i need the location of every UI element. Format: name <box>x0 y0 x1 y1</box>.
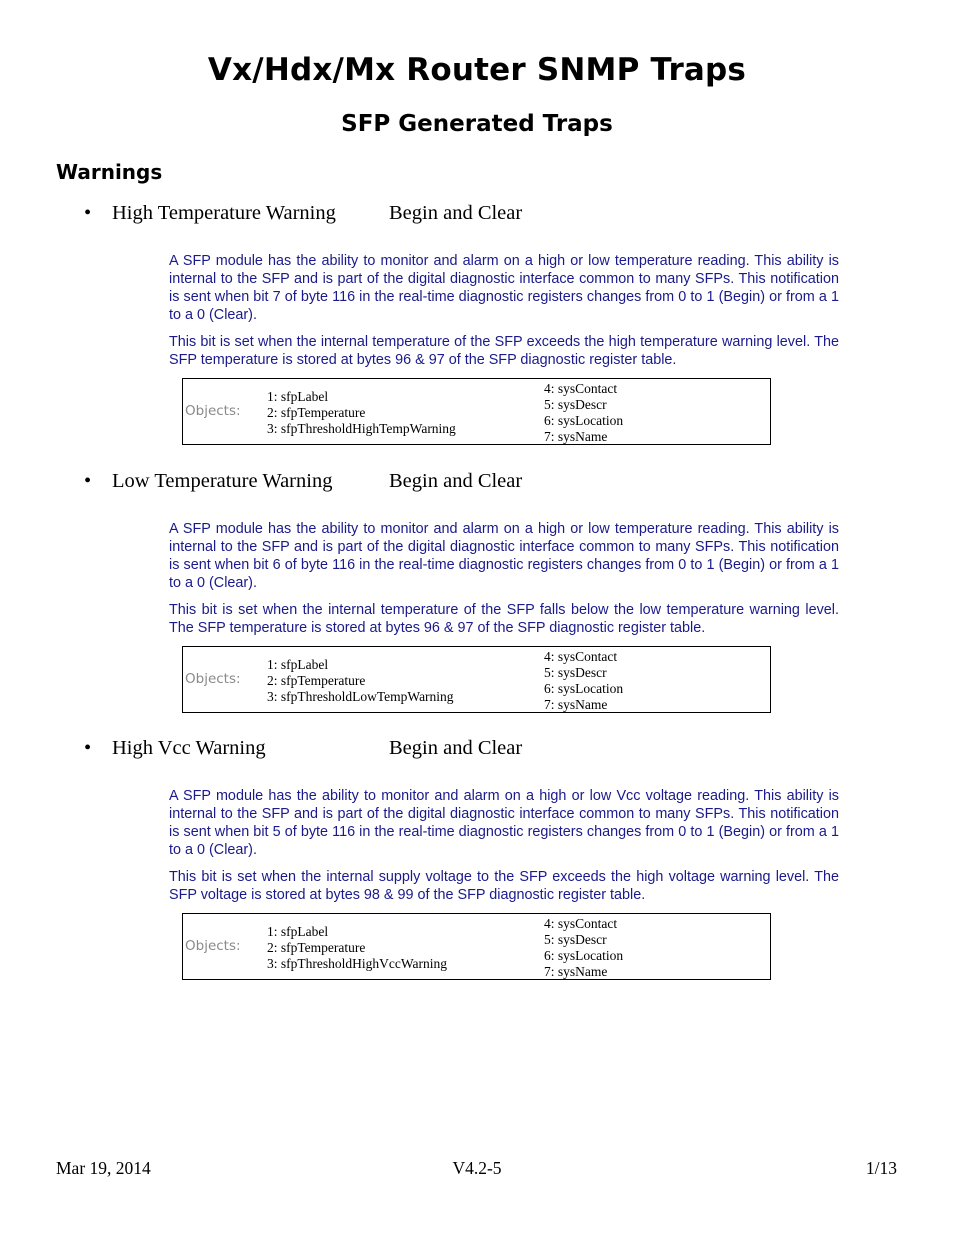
trap-type: Begin and Clear <box>389 737 523 759</box>
objects-table <box>182 378 771 445</box>
objects-table <box>182 913 771 980</box>
object-item: 1: sfpLabel <box>267 657 329 672</box>
object-item: 5: sysDescr <box>544 932 607 947</box>
objects-table <box>182 646 771 713</box>
object-item: 4: sysContact <box>544 916 618 931</box>
objects-label: Objects: <box>185 938 241 954</box>
object-item: 3: sfpThresholdHighTempWarning <box>267 421 456 436</box>
object-item: 6: sysLocation <box>544 413 624 428</box>
object-item: 2: sfpTemperature <box>267 940 366 955</box>
bullet-icon: • <box>84 470 92 492</box>
trap-name: High Temperature Warning <box>112 202 336 224</box>
object-item: 7: sysName <box>544 964 608 979</box>
object-item: 6: sysLocation <box>544 948 624 963</box>
document-subtitle: SFP Generated Traps <box>341 111 613 137</box>
objects-list-left <box>267 924 447 972</box>
trap-condition: This bit is set when the internal temperature of the SFP falls below the low temperature warning level. The SFP temperature is stored at bytes 96 & 97 of the SFP diagnostic register table. <box>169 602 839 636</box>
bullet-icon: • <box>84 737 92 759</box>
object-item: 2: sfpTemperature <box>267 405 366 420</box>
bullet-icon: • <box>84 202 92 224</box>
footer-page-number: 1/13 <box>865 1158 897 1178</box>
trap-type: Begin and Clear <box>389 202 523 224</box>
object-item: 2: sfpTemperature <box>267 673 366 688</box>
object-item: 1: sfpLabel <box>267 924 329 939</box>
object-item: 5: sysDescr <box>544 665 607 680</box>
objects-label: Objects: <box>185 403 241 419</box>
trap-description: A SFP module has the ability to monitor and alarm on a high or low temperature reading. This ability is internal to the SFP and is part of the digital diagnostic interface common to many SFPs. This notification is sent when bit 6 of byte 116 in the real-time diagnostic registers changes from 0 to 1 (Begin) or from a 1 to a 0 (Clear). <box>169 521 839 591</box>
trap-condition: This bit is set when the internal supply voltage to the SFP exceeds the high voltage warning level. The SFP voltage is stored at bytes 98 & 99 of the SFP diagnostic register table. <box>169 869 839 903</box>
objects-list-left <box>267 389 456 437</box>
object-item: 4: sysContact <box>544 381 618 396</box>
object-item: 3: sfpThresholdLowTempWarning <box>267 689 454 704</box>
object-item: 6: sysLocation <box>544 681 624 696</box>
trap-type: Begin and Clear <box>389 470 523 492</box>
footer-version: V4.2-5 <box>452 1158 502 1178</box>
objects-label: Objects: <box>185 671 241 687</box>
footer-date: Mar 19, 2014 <box>56 1158 151 1178</box>
objects-list-right <box>544 381 623 445</box>
trap-name: Low Temperature Warning <box>112 470 333 492</box>
object-item: 7: sysName <box>544 697 608 712</box>
object-item: 5: sysDescr <box>544 397 607 412</box>
object-item: 7: sysName <box>544 429 608 444</box>
objects-list-right <box>544 916 623 980</box>
trap-description: A SFP module has the ability to monitor and alarm on a high or low temperature reading. This ability is internal to the SFP and is part of the digital diagnostic interface common to many SFPs. This notification is sent when bit 7 of byte 116 in the real-time diagnostic registers changes from 0 to 1 (Begin) or from a 1 to a 0 (Clear). <box>169 253 839 323</box>
object-item: 4: sysContact <box>544 649 618 664</box>
trap-description: A SFP module has the ability to monitor and alarm on a high or low Vcc voltage reading. This ability is internal to the SFP and is part of the digital diagnostic interface common to many SFPs. This notification is sent when bit 5 of byte 116 in the real-time diagnostic registers changes from 0 to 1 (Begin) or from a 1 to a 0 (Clear). <box>169 788 839 858</box>
object-item: 3: sfpThresholdHighVccWarning <box>267 956 447 971</box>
document-title: Vx/Hdx/Mx Router SNMP Traps <box>207 52 747 88</box>
section-heading: Warnings <box>56 160 163 184</box>
trap-name: High Vcc Warning <box>112 737 266 759</box>
objects-list-left <box>267 657 454 705</box>
trap-condition: This bit is set when the internal temperature of the SFP exceeds the high temperature warning level. The SFP temperature is stored at bytes 96 & 97 of the SFP diagnostic register table. <box>169 334 839 368</box>
objects-list-right <box>544 649 623 713</box>
object-item: 1: sfpLabel <box>267 389 329 404</box>
